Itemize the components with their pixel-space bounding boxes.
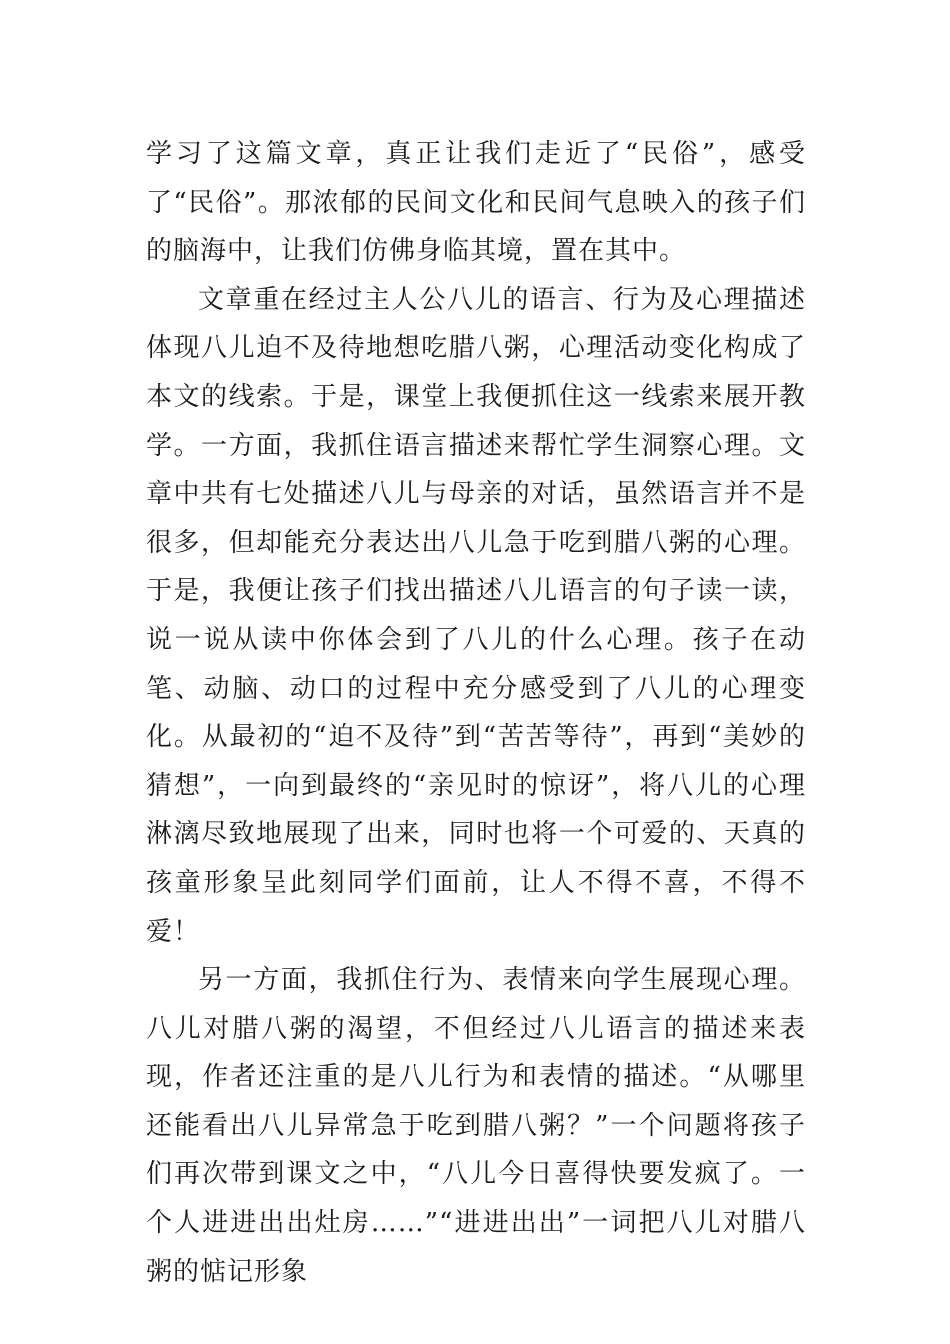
paragraph-3: 另一方面，我抓住行为、表情来向学生展现心理。八儿对腊八粥的渴望，不但经过八儿语言的描述来表现，作者还注重的是八儿行为和表情的描述。“从哪里还能看出八儿异常急于吃到腊八粥？”一个问题将孩子们再次带到课文之中，“八儿今日喜得快要发疯了。一个人进进出出灶房……”“进进出出”一词把八儿对腊八粥的惦记形象 (146, 965, 806, 1287)
document-body (146, 130, 806, 1296)
paragraph-2: 文章重在经过主人公八儿的语言、行为及心理描述体现八儿迫不及待地想吃腊八粥，心理活动变化构成了本文的线索。于是，课堂上我便抓住这一线索来展开教学。一方面，我抓住语言描述来帮忙学生洞察心理。文章中共有七处描述八儿与母亲的对话，虽然语言并不是很多，但却能充分表达出八儿急于吃到腊八粥的心理。于是，我便让孩子们找出描述八儿语言的句子读一读，说一说从读中你体会到了八儿的什么心理。孩子在动笔、动脑、动口的过程中充分感受到了八儿的心理变化。从最初的“迫不及待”到“苦苦等待”，再到“美妙的猜想”，一向到最终的“亲见时的惊讶”，将八儿的心理淋漓尽致地展现了出来，同时也将一个可爱的、天真的孩童形象呈此刻同学们面前，让人不得不喜，不得不爱！ (146, 284, 806, 947)
paragraph-1: 学习了这篇文章，真正让我们走近了“民俗”，感受了“民俗”。那浓郁的民间文化和民间气息映入的孩子们的脑海中，让我们仿佛身临其境，置在其中。 (146, 139, 806, 267)
